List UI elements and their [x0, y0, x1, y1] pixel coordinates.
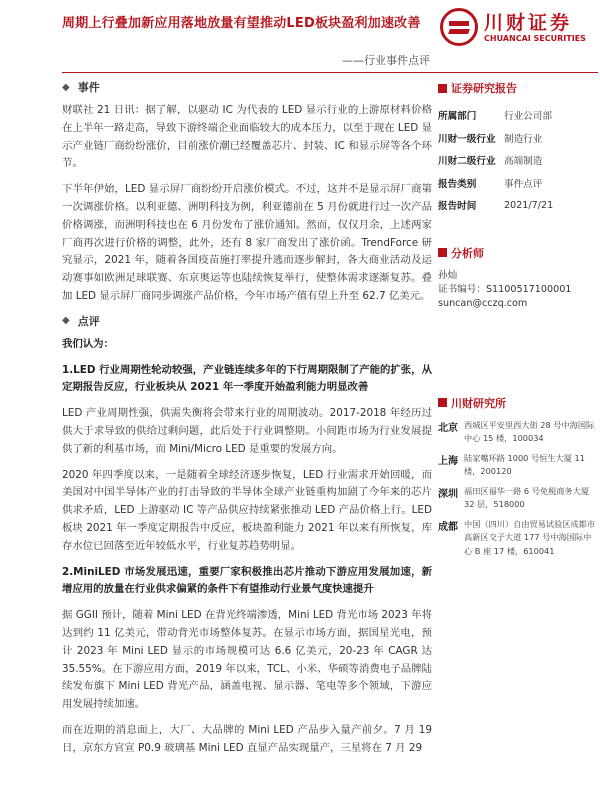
report-info-header [438, 80, 596, 96]
info-key: 川财一级行业 [438, 133, 496, 145]
company-logo [440, 6, 590, 54]
analyst-email[interactable]: suncan@cczq.com [438, 297, 528, 309]
square-bullet-icon [438, 248, 447, 257]
office-entry [438, 419, 596, 446]
event-section-title: 事件 [77, 81, 100, 94]
point-2-title: 2.MiniLED 市场发展迅速，重要厂家积极推出芯片推动下游应用发展加速，新增应用的放量在行业供求偏紧的条件下有望推动行业景气度快速提升 [62, 565, 432, 596]
info-value: 高端制造 [504, 156, 543, 168]
info-row [438, 172, 596, 195]
institute-title: 川财研究所 [451, 396, 506, 410]
info-key: 所属部门 [438, 111, 477, 123]
sidebar [438, 80, 596, 564]
diamond-icon: ◆ [62, 315, 70, 327]
comment-section-header [62, 314, 432, 328]
square-bullet-icon [438, 84, 447, 93]
logo-mark-icon [440, 8, 478, 46]
analyst-title: 分析师 [451, 246, 484, 260]
report-subtitle: ——行业事件点评 [342, 54, 430, 67]
office-city: 成都 [438, 521, 458, 533]
info-value: 行业公司部 [504, 111, 552, 123]
logo-name-en: CHUANCAI SECURITIES [484, 34, 586, 43]
info-key: 川财二级行业 [438, 156, 496, 168]
comment-section-title: 点评 [77, 314, 100, 328]
point-1-paragraph: LED 产业周期性强，供需失衡将会带来行业的周期波动。2017-2018 年经历过供大于求导致的供给过剩问题，此后处于行业调整期。小间距市场为行业发展提供了新的利基市场，而 Mini/Micro LED 是重要的发展方向。 [62, 407, 432, 455]
header-divider [62, 72, 598, 73]
square-bullet-icon [438, 398, 447, 407]
event-section-header [62, 80, 432, 94]
info-value: 事件点评 [504, 178, 543, 190]
info-row [438, 194, 596, 217]
office-entry [438, 485, 596, 512]
institute-header [438, 395, 596, 411]
office-address: 陆家嘴环路 1000 号恒生大厦 11 楼，200120 [464, 452, 585, 476]
logo-name-cn: 川财证券 [484, 12, 573, 34]
comment-intro: 我们认为： [62, 337, 114, 350]
report-info-list [438, 104, 596, 217]
office-address: 福田区福华一路 6 号免税商务大厦 32 层，518000 [464, 485, 590, 509]
info-key: 报告时间 [438, 201, 477, 213]
office-address: 西城区平安里西大街 28 号中海国际中心 15 楼，100034 [464, 419, 595, 443]
report-title: 周期上行叠加新应用落地放量有望推动LED板块盈利加速改善 [62, 16, 421, 31]
event-paragraph: 下半年伊始，LED 显示屏厂商纷纷开启涨价模式。不过，这并不是显示屏厂商第一次调涨价格。以利亚德、洲明科技为例，利亚德前在 5 月份就进行过一次产品价格调涨，而洲明科技也在 6 月份发布了涨价通知。然而，仅仅月余，上述两家厂商再次进行价格的调整，此外，还有 8 家厂商发出了涨价函。TrendForce 研究显示，2021 年，随着各国疫苗施打率提升逃而逐步解封，各大商业活动及运动赛事如欧洲足球联赛、东京奥运等也陆续恢复举行，使整体需求逐渐复苏。叠加 LED 显示屏厂商同步调涨产品价格，今年市场产值有望上升至 62.7 亿美元。 [62, 183, 432, 302]
analyst-cert: 证书编号：S1100517100001 [438, 283, 572, 295]
event-paragraph: 财联社 21 日讯：据了解，以驱动 IC 为代表的 LED 显示行业的上游原材料价格在上半年一路走高，导致下游终端企业面临较大的成本压力，以至于现在 LED 显示产业链厂商纷纷涨价，目前涨价潮已经覆盖芯片、封装、IC 和显示屏等各个环节。 [62, 104, 432, 170]
info-value: 2021/7/21 [504, 199, 554, 211]
info-row [438, 127, 596, 150]
analyst-name: 孙灿 [438, 269, 458, 281]
point-1-title: 1.LED 行业周期性轮动较强，产业链连续多年的下行周期限制了产能的扩张，从定期报告反应，行业板块从 2021 年一季度开始盈利能力明显改善 [62, 363, 432, 394]
report-info-title: 证券研究报告 [451, 82, 517, 95]
info-value: 制造行业 [504, 133, 543, 145]
diamond-icon: ◆ [62, 81, 70, 93]
office-address: 中国（四川）自由贸易试验区成都市高新区交子大道 177 号中海国际中心 B 座 17 楼，610041 [464, 518, 596, 556]
office-entry [438, 518, 596, 559]
info-row [438, 104, 596, 127]
point-2-paragraph: 而在近期的消息面上，大厂、大品牌的 Mini LED 产品步入量产前夕。7 月 19 日，京东方官宣 P0.9 玻璃基 Mini LED 直显产品实现量产，三星将在 7 月 29 [62, 723, 432, 754]
analyst-header [438, 245, 596, 261]
point-1-paragraph: 2020 年四季度以来，一是随着全球经济逐步恢复，LED 行业需求开始回暖，而美国对中国半导体产业的打击导致的半导体全球产业链重构加剧了今年来的芯片供求矛盾，LED 上游驱动 IC 等产品供应持续紧张推动 LED 产品价格上行。LED 板块 2021 年一季度定期报告中反应，板块盈利能力 2021 年以来有所恢复，库存水位已回落至近年较低水平，行业复苏趋势明显。 [62, 468, 432, 552]
office-entry [438, 452, 596, 479]
info-key: 报告类别 [438, 178, 477, 190]
point-2-paragraph: 据 GGII 预计，随着 Mini LED 在背光终端渗透，Mini LED 背光市场 2023 年将达到约 11 亿美元，带动背光市场整体复苏。在显示市场方面，据国星光电，预计 2023 年 Mini LED 显示的市场规模可达 6.6 亿美元，20-23 年 CAGR 达 35.55%。在下游应用方面，2019 年以来，TCL、小米、华硕等消费电子品牌陆续发布旗下 Mini LED 背光产品，涵盖电视、显示器、笔电等多个领域，下游应用发展持续加速。 [62, 609, 432, 711]
office-city: 北京 [438, 422, 458, 434]
main-content [62, 80, 432, 766]
info-row [438, 149, 596, 172]
office-city: 深圳 [438, 488, 458, 500]
office-city: 上海 [438, 455, 458, 467]
